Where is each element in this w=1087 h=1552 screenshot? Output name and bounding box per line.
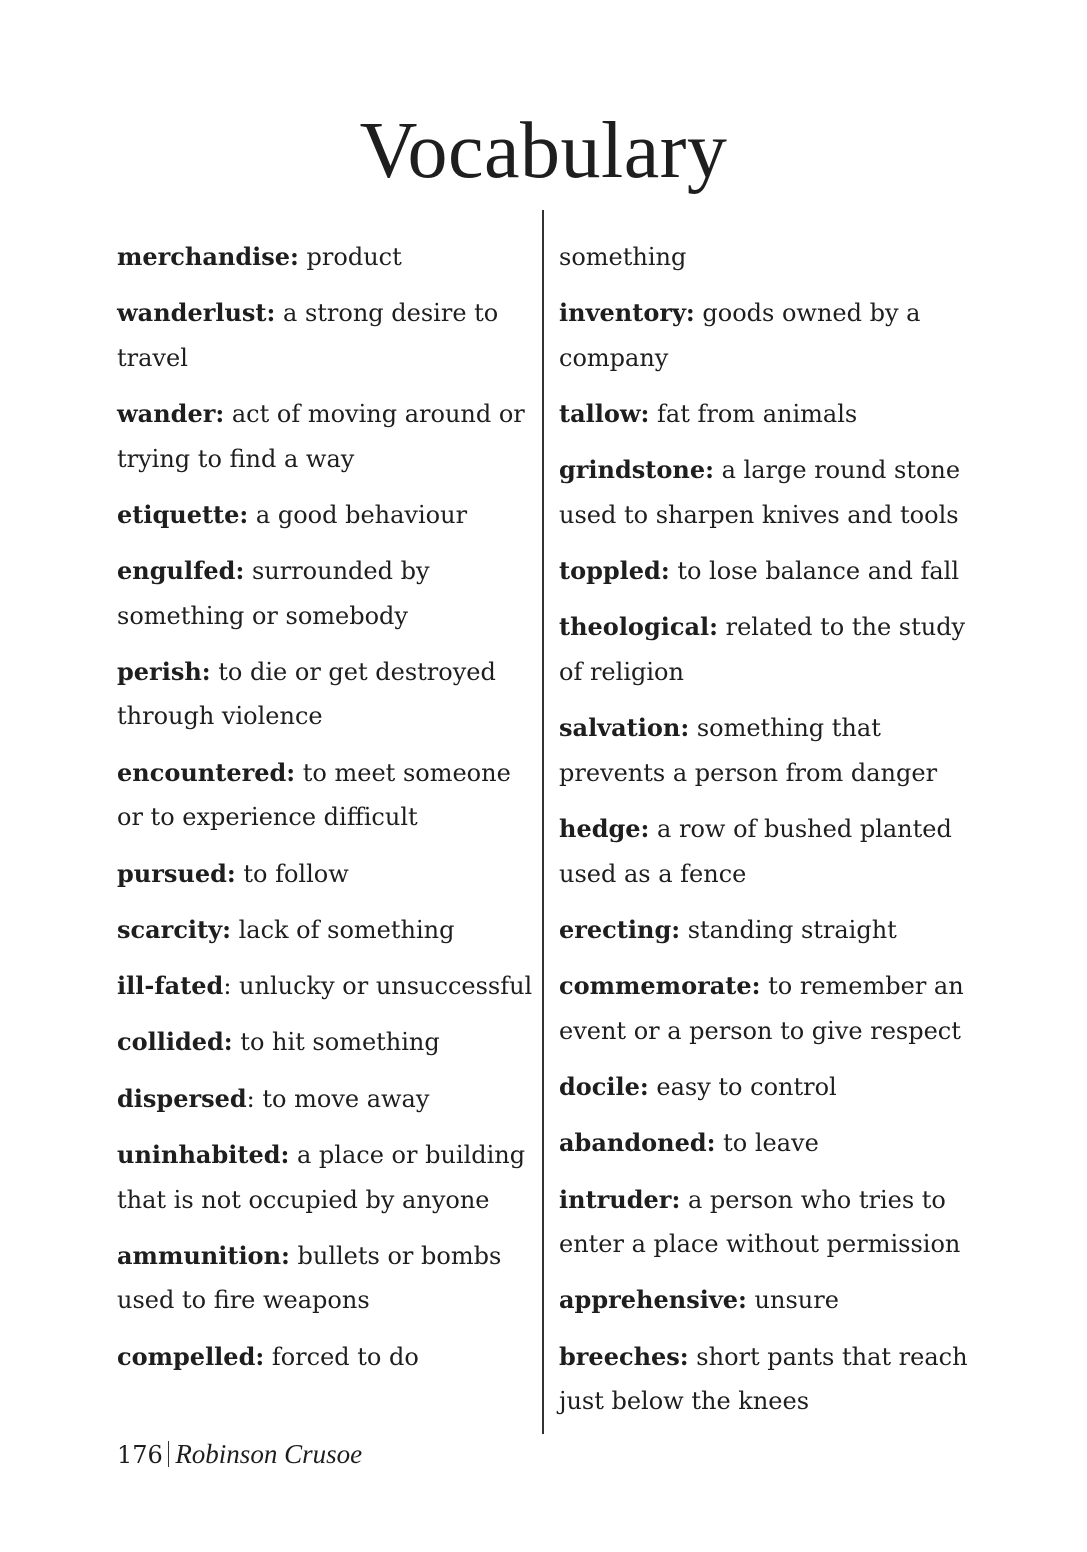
vocab-entry [117, 1020, 537, 1065]
vocab-term: compelled: [117, 1341, 265, 1371]
vocab-definition: product [298, 243, 402, 271]
vocab-term: wander: [117, 399, 225, 429]
vocab-term: salvation: [559, 713, 690, 743]
vocab-entry [559, 1278, 979, 1323]
vocab-definition: : unlucky or unsuccessful [223, 972, 533, 1001]
vocab-term: tallow: [559, 399, 650, 429]
vocab-definition: to follow [235, 859, 349, 888]
vocab-entry [117, 549, 537, 638]
vocab-term: erecting: [559, 914, 681, 944]
vocab-definition: a good behaviour [248, 500, 468, 529]
vocab-term: grindstone: [559, 455, 714, 485]
vocab-term: merchandise: [117, 242, 299, 271]
vocab-entry [559, 908, 979, 953]
vocab-definition: to remember an event or a person to give respect [559, 972, 964, 1045]
vocab-definition: surrounded by something or somebody [117, 557, 430, 630]
vocab-term: apprehensive: [559, 1285, 747, 1315]
vocab-entry [559, 392, 979, 437]
vocab-definition: unsure [746, 1286, 839, 1315]
vocabulary-column-left [117, 235, 537, 1391]
vocab-term: commemorate: [559, 971, 761, 1001]
vocab-term: scarcity: [117, 914, 231, 944]
vocab-definition: lack of something [230, 915, 455, 944]
vocab-term: breeches: [559, 1341, 689, 1371]
vocab-entry [117, 235, 537, 280]
vocab-term: inventory: [559, 298, 695, 328]
vocab-definition: a strong desire to travel [117, 299, 499, 372]
vocab-entry [117, 392, 537, 481]
vocab-term: theological: [559, 612, 718, 642]
vocab-entry [117, 964, 537, 1009]
vocab-term: encountered: [117, 757, 296, 787]
vocab-entry [559, 1121, 979, 1166]
vocab-entry [117, 650, 537, 739]
vocab-term: collided: [117, 1027, 233, 1057]
vocab-continuation: something [559, 243, 687, 271]
vocab-definition: related to the study of religion [559, 613, 966, 686]
column-divider [542, 210, 544, 1434]
vocab-definition: a person who tries to enter a place without permission [559, 1185, 961, 1259]
vocab-entry [117, 291, 537, 380]
vocab-definition: a place or building that is not occupied by anyone [117, 1141, 526, 1214]
vocab-entry [117, 1234, 537, 1323]
vocab-entry [559, 605, 979, 694]
vocab-definition: forced to do [264, 1342, 419, 1371]
vocab-term: hedge: [559, 814, 650, 844]
vocab-entry [117, 1133, 537, 1222]
vocab-entry [559, 549, 979, 594]
vocab-entry [559, 1065, 979, 1110]
vocab-entry [117, 908, 537, 953]
vocab-term: engulfed: [117, 556, 245, 586]
vocab-entry [117, 852, 537, 897]
vocab-definition: a large round stone used to sharpen knives and tools [559, 456, 961, 529]
page-number: 176 [117, 1441, 163, 1469]
vocab-definition: to die or get destroyed through violence [117, 657, 496, 731]
vocab-term: etiquette: [117, 499, 249, 529]
vocab-entry [559, 706, 979, 795]
vocab-definition: easy to control [648, 1072, 837, 1101]
vocab-definition: goods owned by a company [559, 299, 921, 372]
vocab-definition: short pants that reach just below the knees [559, 1342, 968, 1416]
vocab-term: perish: [117, 656, 211, 686]
vocab-definition: standing straight [680, 915, 897, 944]
vocab-definition: something that prevents a person from danger [559, 714, 938, 787]
vocab-entry [559, 807, 979, 896]
vocab-definition: to lose balance and fall [669, 557, 959, 586]
vocab-term: uninhabited: [117, 1140, 290, 1170]
footer-divider [168, 1441, 170, 1467]
vocab-term: pursued: [117, 858, 236, 888]
vocabulary-column-right [559, 235, 979, 1435]
vocab-definition: act of moving around or trying to find a way [117, 400, 525, 473]
vocab-definition: bullets or bombs used to fire weapons [117, 1241, 502, 1315]
vocab-definition: fat from animals [649, 400, 858, 429]
vocab-definition: to meet someone or to experience difficult [117, 758, 511, 832]
vocab-term: intruder: [559, 1184, 681, 1214]
book-title: Robinson Crusoe [175, 1439, 363, 1469]
vocab-entry [117, 751, 537, 840]
vocab-term: abandoned: [559, 1128, 716, 1158]
vocab-term: wanderlust: [117, 298, 276, 328]
vocab-entry [117, 493, 537, 538]
vocab-entry [559, 291, 979, 380]
vocab-entry [559, 1178, 979, 1267]
vocab-entry [117, 1335, 537, 1380]
vocab-definition: : to move away [246, 1084, 430, 1113]
vocab-entry [117, 1077, 537, 1122]
vocab-definition: to leave [715, 1129, 819, 1158]
vocab-definition: to hit something [232, 1028, 440, 1057]
vocab-term: ammunition: [117, 1240, 290, 1270]
vocab-entry [559, 448, 979, 537]
page-footer [117, 1434, 362, 1475]
vocab-term: ill-fated [117, 971, 224, 1001]
vocab-entry [559, 964, 979, 1053]
vocab-term: toppled: [559, 556, 670, 586]
page-title: Vocabulary [359, 107, 728, 195]
vocab-entry [559, 1335, 979, 1424]
vocab-term: dispersed [117, 1083, 247, 1113]
vocab-definition: a row of bushed planted used as a fence [559, 815, 952, 888]
vocab-term: docile: [559, 1071, 649, 1101]
